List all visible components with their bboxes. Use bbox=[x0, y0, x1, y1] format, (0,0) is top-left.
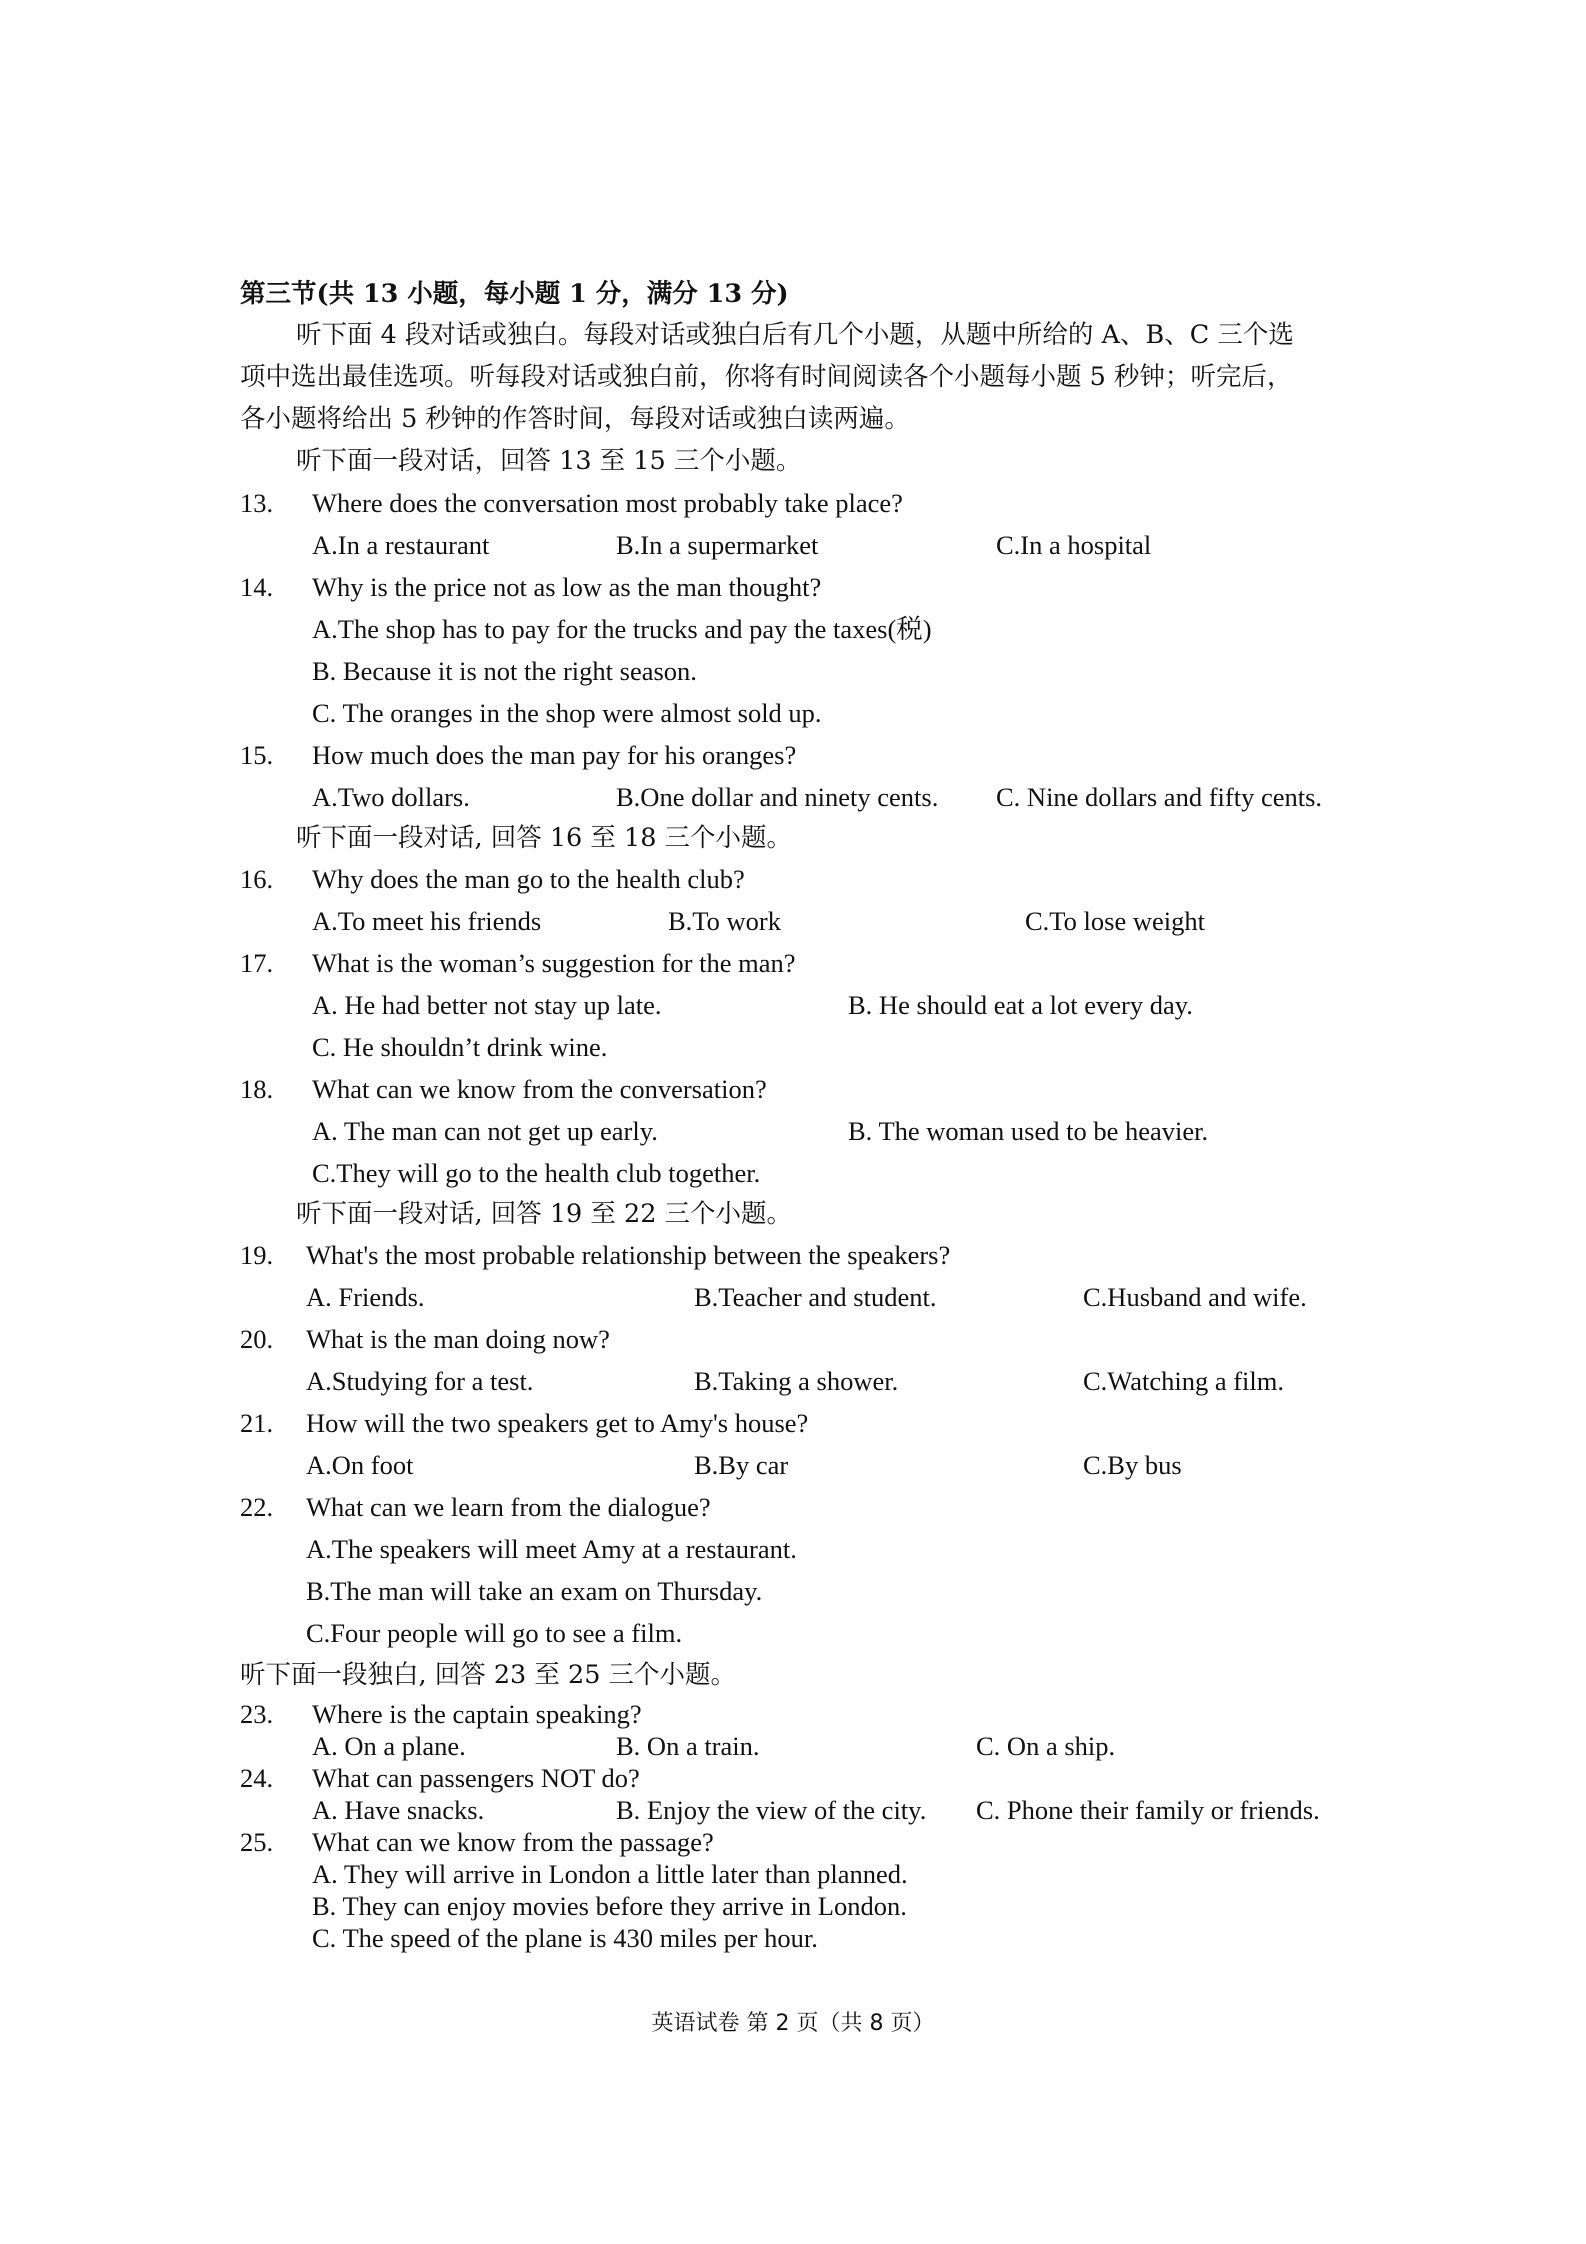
option-b: B.Taking a shower. bbox=[694, 1366, 899, 1396]
option-c: C.Four people will go to see a film. bbox=[306, 1618, 683, 1648]
option-c: C. Phone their family or friends. bbox=[976, 1795, 1320, 1825]
option-c: C.In a hospital bbox=[996, 530, 1152, 560]
option-a: A. They will arrive in London a little later than planned. bbox=[312, 1859, 908, 1889]
question-text: What can we know from the passage? bbox=[312, 1827, 714, 1857]
question-number: 13. bbox=[240, 488, 274, 518]
option-a: A. Friends. bbox=[306, 1282, 425, 1312]
option-c: C.By bus bbox=[1083, 1450, 1182, 1480]
question-number: 22. bbox=[240, 1492, 274, 1522]
question-number: 24. bbox=[240, 1763, 274, 1793]
option-b: B.The man will take an exam on Thursday. bbox=[306, 1576, 763, 1606]
question-number: 20. bbox=[240, 1324, 274, 1354]
option-c: C.Watching a film. bbox=[1083, 1366, 1284, 1396]
option-b: B. He should eat a lot every day. bbox=[848, 990, 1193, 1020]
instruction-line: 各小题将给出 5 秒钟的作答时间，每段对话或独白读两遍。 bbox=[240, 404, 910, 434]
question-number: 21. bbox=[240, 1408, 274, 1438]
group-intro: 听下面一段对话, 回答 16 至 18 三个小题。 bbox=[296, 823, 793, 853]
question-text: What is the woman’s suggestion for the man? bbox=[312, 948, 796, 978]
question-number: 16. bbox=[240, 864, 274, 894]
option-c: C.They will go to the health club together. bbox=[312, 1158, 761, 1188]
question-text: What can we learn from the dialogue? bbox=[306, 1492, 711, 1522]
option-c: C. On a ship. bbox=[976, 1731, 1116, 1761]
instruction-line: 项中选出最佳选项。听每段对话或独白前，你将有时间阅读各个小题每小题 5 秒钟；听完后， bbox=[240, 362, 1293, 392]
option-a: A.In a restaurant bbox=[312, 530, 490, 560]
option-a: A. Have snacks. bbox=[312, 1795, 485, 1825]
option-a: A.The shop has to pay for the trucks and pay the taxes(税) bbox=[312, 614, 932, 644]
question-text: Where is the captain speaking? bbox=[312, 1699, 642, 1729]
option-b: B.To work bbox=[668, 906, 781, 936]
group-intro: 听下面一段独白, 回答 23 至 25 三个小题。 bbox=[240, 1660, 737, 1690]
group-intro: 听下面一段对话，回答 13 至 15 三个小题。 bbox=[296, 446, 802, 476]
question-number: 19. bbox=[240, 1240, 274, 1270]
question-text: Why does the man go to the health club? bbox=[312, 864, 745, 894]
option-a: A.To meet his friends bbox=[312, 906, 542, 936]
option-a: A.Studying for a test. bbox=[306, 1366, 534, 1396]
option-b: B.One dollar and ninety cents. bbox=[616, 782, 939, 812]
section-title: 第三节(共 13 小题，每小题 1 分，满分 13 分) bbox=[240, 279, 789, 309]
option-b: B. Because it is not the right season. bbox=[312, 656, 697, 686]
option-b: B.Teacher and student. bbox=[694, 1282, 937, 1312]
option-b: B. The woman used to be heavier. bbox=[848, 1116, 1209, 1146]
instruction-line: 听下面 4 段对话或独白。每段对话或独白后有几个小题，从题中所给的 A、B、C 三个选 bbox=[296, 320, 1294, 350]
option-b: B. They can enjoy movies before they arrive in London. bbox=[312, 1891, 907, 1921]
option-b: B. On a train. bbox=[616, 1731, 760, 1761]
option-c: C. He shouldn’t drink wine. bbox=[312, 1032, 608, 1062]
question-text: What can passengers NOT do? bbox=[312, 1763, 640, 1793]
question-text: How much does the man pay for his oranges? bbox=[312, 740, 797, 770]
question-text: How will the two speakers get to Amy's house? bbox=[306, 1408, 809, 1438]
option-a: A.Two dollars. bbox=[312, 782, 470, 812]
question-number: 23. bbox=[240, 1699, 274, 1729]
question-number: 14. bbox=[240, 572, 274, 602]
option-b: B. Enjoy the view of the city. bbox=[616, 1795, 927, 1825]
question-text: What is the man doing now? bbox=[306, 1324, 610, 1354]
option-a: A. He had better not stay up late. bbox=[312, 990, 662, 1020]
option-c: C. The oranges in the shop were almost sold up. bbox=[312, 698, 822, 728]
option-c: C. The speed of the plane is 430 miles per hour. bbox=[312, 1923, 818, 1953]
option-a: A.The speakers will meet Amy at a restaurant. bbox=[306, 1534, 797, 1564]
option-a: A. The man can not get up early. bbox=[312, 1116, 658, 1146]
option-c: C.Husband and wife. bbox=[1083, 1282, 1307, 1312]
option-c: C.To lose weight bbox=[1025, 906, 1205, 936]
option-c: C. Nine dollars and fifty cents. bbox=[996, 782, 1323, 812]
option-b: B.In a supermarket bbox=[616, 530, 819, 560]
question-text: What's the most probable relationship between the speakers? bbox=[306, 1240, 951, 1270]
question-text: Why is the price not as low as the man thought? bbox=[312, 572, 822, 602]
option-a: A.On foot bbox=[306, 1450, 414, 1480]
question-text: What can we know from the conversation? bbox=[312, 1074, 767, 1104]
question-number: 25. bbox=[240, 1827, 274, 1857]
question-text: Where does the conversation most probably take place? bbox=[312, 488, 903, 518]
question-number: 18. bbox=[240, 1074, 274, 1104]
question-number: 15. bbox=[240, 740, 274, 770]
question-number: 17. bbox=[240, 948, 274, 978]
option-a: A. On a plane. bbox=[312, 1731, 466, 1761]
group-intro: 听下面一段对话, 回答 19 至 22 三个小题。 bbox=[296, 1199, 793, 1229]
page-footer: 英语试卷 第 2 页（共 8 页） bbox=[651, 2011, 935, 2036]
option-b: B.By car bbox=[694, 1450, 789, 1480]
